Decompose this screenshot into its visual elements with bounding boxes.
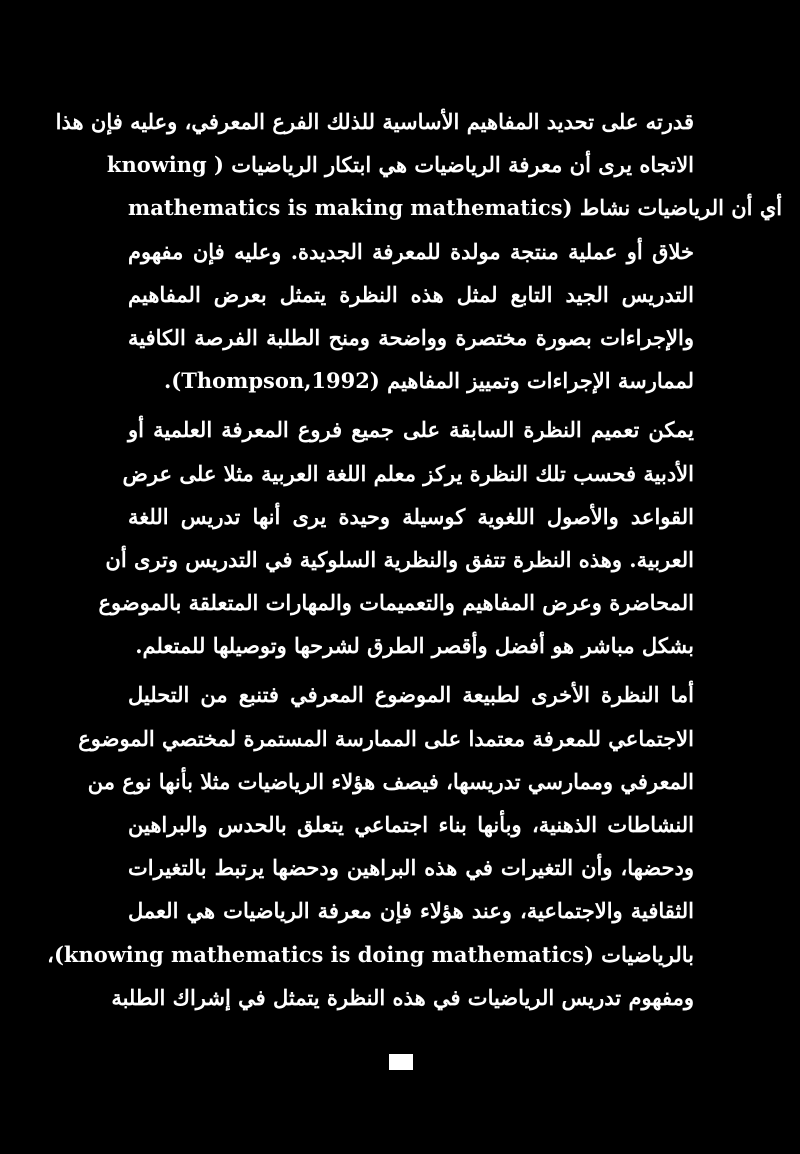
- text-line: والإجراءات بصورة مختصرة وواضحة ومنح الطلبة الفرصة الكافية: [128, 324, 694, 350]
- text-line: يمكن تعميم النظرة السابقة على جميع فروع المعرفة العلمية أو: [128, 417, 694, 443]
- text-line: التدريس الجيد التابع لمثل هذه النظرة يتمثل بعرض المفاهيم: [128, 281, 694, 307]
- text-line: الاتجاه يرى أن معرفة الرياضيات هي ابتكار الرياضيات ( knowing: [106, 152, 694, 178]
- text-line: ومفهوم تدريس الرياضيات في هذه النظرة يتمثل في إشراك الطلبة: [111, 984, 694, 1010]
- text-line: الأدبية فحسب تلك النظرة يركز معلم اللغة العربية مثلا على عرض: [122, 460, 694, 486]
- text-line: القواعد والأصول اللغوية كوسيلة وحيدة يرى أنها تدريس اللغة: [128, 503, 694, 529]
- text-line: ودحضها، وأن التغيرات في هذه البراهين ودحضها يرتبط بالتغيرات: [128, 855, 694, 881]
- page-number: [389, 1054, 413, 1070]
- text-line: بالرياضيات (knowing mathematics is doing mathematics)،: [47, 941, 694, 967]
- text-line: بشكل مباشر هو أفضل وأقصر الطرق لشرحها وتوصيلها للمتعلم.: [135, 633, 694, 659]
- paragraph-2: [98, 408, 694, 667]
- text-line: قدرته على تحديد المفاهيم الأساسية للذلك الفرع المعرفي، وعليه فإن هذا: [55, 109, 694, 134]
- text-line: المحاضرة وعرض المفاهيم والتعميمات والمهارات المتعلقة بالموضوع: [98, 590, 694, 616]
- text-line: خلاق أو عملية منتجة مولدة للمعرفة الجديدة. وعليه فإن مفهوم: [128, 238, 694, 264]
- text-line: لممارسة الإجراءات وتمييز المفاهيم (Thompson,1992).: [163, 368, 694, 394]
- text-line: العربية. وهذه النظرة تتفق والنظرية السلوكية في التدريس وترى أن: [105, 546, 694, 572]
- text-line: الثقافية والاجتماعية، وعند هؤلاء فإن معرفة الرياضيات هي العمل: [128, 898, 694, 924]
- text-line: المعرفي وممارسي تدريسها، فيصف هؤلاء الرياضيات مثلا بأنها نوع من: [87, 768, 694, 794]
- text-line: mathematics is making mathematics) أي أن الرياضيات نشاط: [128, 195, 783, 221]
- text-line: الاجتماعي للمعرفة معتمدا على الممارسة المستمرة لمختصي الموضوع: [78, 725, 694, 751]
- paragraph-1: [55, 100, 783, 402]
- text-line: أما النظرة الأخرى لطبيعة الموضوع المعرفي فتنبع من التحليل: [128, 682, 694, 708]
- paragraph-3: [47, 673, 694, 1019]
- page-body: [47, 100, 783, 1019]
- text-line: النشاطات الذهنية، وبأنها بناء اجتماعي يتعلق بالحدس والبراهين: [128, 812, 694, 837]
